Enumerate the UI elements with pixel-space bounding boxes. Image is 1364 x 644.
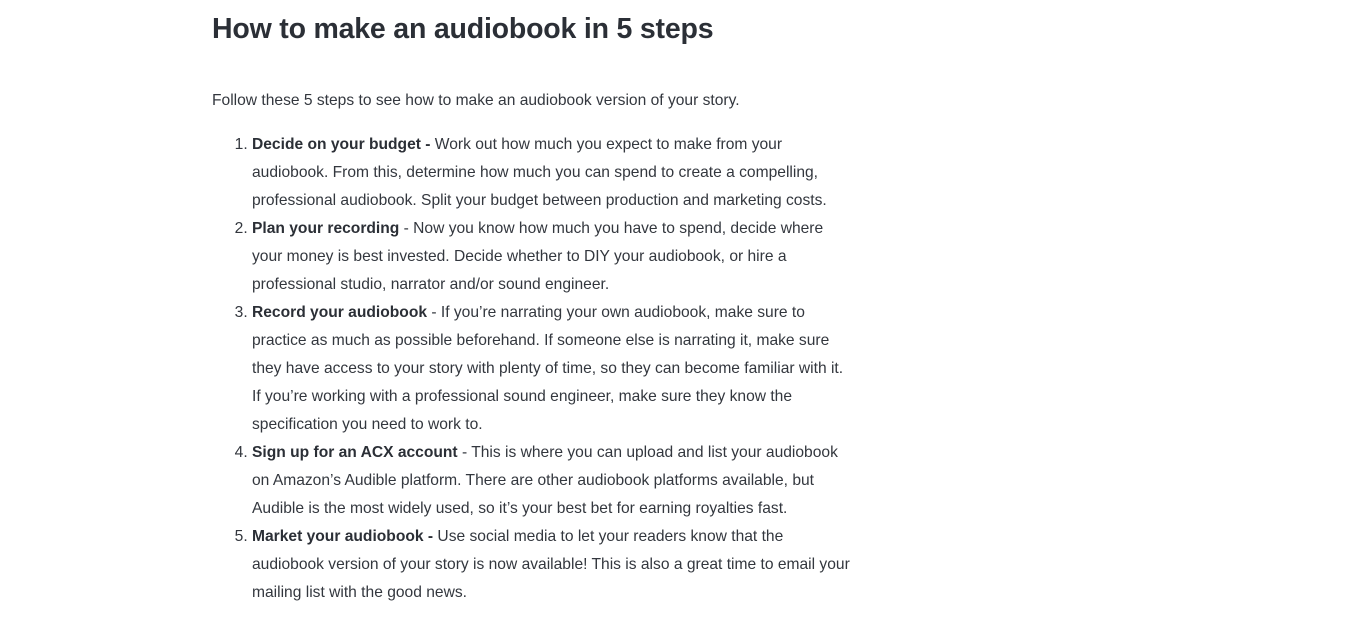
step-title: Plan your recording [252, 220, 400, 237]
step-title: Sign up for an ACX account [252, 444, 458, 461]
step-text: - This is where you can upload and list your audiobook on Amazon’s Audible platform. There are other audiobook platforms available, but Audible is the most widely used, so it’s your best bet for earning royalties fast. [252, 444, 838, 517]
step-text: Work out how much you expect to make from your audiobook. From this, determine how much you can spend to create a compelling, professional audiobook. Split your budget between production and marketing costs. [252, 136, 827, 209]
section-heading: How to make an audiobook in 5 steps [212, 13, 714, 45]
step-text: Use social media to let your readers know that the audiobook version of your story is now available! This is also a great time to email your mailing list with the good news. [252, 528, 850, 601]
intro-paragraph: Follow these 5 steps to see how to make an audiobook version of your story. [212, 92, 740, 109]
step-title: Market your audiobook - [252, 528, 434, 545]
list-item-step-5 [252, 523, 852, 607]
list-item-step-1 [252, 131, 852, 215]
list-item-step-2 [252, 215, 852, 299]
steps-list [212, 131, 852, 607]
step-title: Decide on your budget - [252, 136, 431, 153]
step-text: - Now you know how much you have to spend, decide where your money is best invested. Decide whether to DIY your audiobook, or hire a professional studio, narrator and/or sound engineer. [252, 220, 824, 293]
list-item-step-4 [252, 439, 852, 523]
list-item-step-3 [252, 299, 852, 439]
step-text: - If you’re narrating your own audiobook, make sure to practice as much as possible beforehand. If someone else is narrating it, make sure they have access to your story with plenty of time, so they can become familiar with it. If you’re working with a professional sound engineer, make sure they know the specification you need to work to. [252, 304, 844, 433]
article-body [212, 0, 852, 607]
step-title: Record your audiobook [252, 304, 428, 321]
